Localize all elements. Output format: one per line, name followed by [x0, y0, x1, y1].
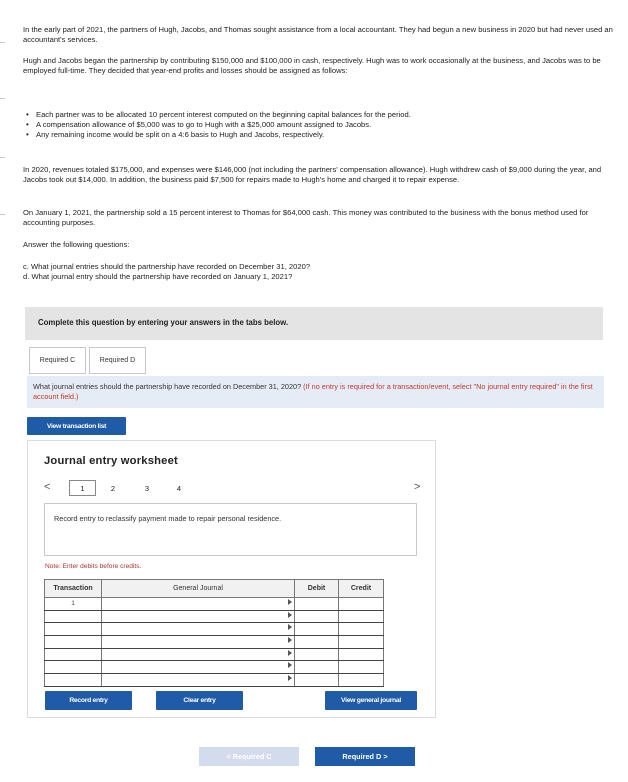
edge-divider — [0, 98, 5, 99]
tab-required-c[interactable]: Required C — [29, 347, 86, 374]
edge-divider — [0, 42, 5, 43]
credit-input[interactable] — [339, 610, 384, 623]
column-header-general-journal: General Journal — [102, 580, 295, 598]
dropdown-caret-icon — [288, 675, 292, 681]
table-row — [45, 598, 384, 611]
journal-entry-table — [44, 579, 384, 687]
debit-input[interactable] — [295, 598, 339, 611]
table-row — [45, 623, 384, 636]
next-page-icon[interactable]: > — [414, 481, 421, 493]
edge-divider — [0, 157, 5, 158]
question-c: c. What journal entries should the partnership have recorded on December 31, 2020? — [23, 262, 311, 271]
account-select[interactable] — [102, 648, 295, 661]
view-transaction-list-button[interactable]: View transaction list — [27, 417, 126, 435]
clear-entry-button[interactable]: Clear entry — [156, 691, 243, 710]
view-general-journal-button[interactable]: View general journal — [325, 691, 417, 710]
account-select[interactable] — [102, 636, 295, 649]
record-instruction-box — [44, 503, 417, 556]
allocation-rule: • Any remaining income would be split on a 4:6 basis to Hugh and Jacobs, respectively. — [24, 130, 614, 140]
column-header-transaction: Transaction — [45, 580, 102, 598]
debit-input[interactable] — [295, 648, 339, 661]
debit-credit-note: Note: Enter debits before credits. — [45, 563, 142, 570]
account-select[interactable] — [102, 674, 295, 687]
page-1-button[interactable]: 1 — [69, 480, 96, 496]
record-instruction: Record entry to reclassify payment made to repair personal residence. — [54, 514, 282, 523]
instruction-banner: Complete this question by entering your answers in the tabs below. — [25, 307, 603, 340]
question-hint: (If no entry is required for a transaction/event, select "No journal entry required" in the first account field.) — [33, 382, 593, 401]
question-prompt: What journal entries should the partnership have recorded on December 31, 2020? — [33, 382, 302, 391]
transaction-number — [45, 623, 102, 636]
allocation-rule: • A compensation allowance of $5,000 was to go to Hugh with a $25,000 amount assigned to Jacobs. — [24, 120, 614, 130]
transaction-number — [45, 648, 102, 661]
transaction-number — [45, 636, 102, 649]
page-2-button[interactable]: 2 — [110, 483, 116, 493]
debit-input[interactable] — [295, 623, 339, 636]
table-row — [45, 661, 384, 674]
dropdown-caret-icon — [288, 662, 292, 668]
question-prompt-box — [27, 376, 604, 408]
credit-input[interactable] — [339, 598, 384, 611]
dropdown-caret-icon — [288, 612, 292, 618]
page-4-button[interactable]: 4 — [176, 483, 182, 493]
question-d: d. What journal entry should the partnership have recorded on January 1, 2021? — [23, 272, 293, 281]
edge-divider — [0, 214, 5, 215]
dropdown-caret-icon — [288, 599, 292, 605]
page-3-button[interactable]: 3 — [144, 483, 150, 493]
dropdown-caret-icon — [288, 624, 292, 630]
account-select[interactable] — [102, 623, 295, 636]
account-select[interactable] — [102, 598, 295, 611]
debit-input[interactable] — [295, 661, 339, 674]
problem-paragraph-2: Hugh and Jacobs began the partnership by contributing $150,000 and $100,000 in cash, respectively. Hugh was to work occasionally at the business, and Jacobs was to be employed full-time. They decided that year-end profits and losses should be assigned as follows: — [23, 56, 601, 75]
problem-paragraph-4: On January 1, 2021, the partnership sold a 15 percent interest to Thomas for $64,000 cash. This money was contributed to the business with the bonus method used for accounting purposes. — [23, 208, 589, 227]
table-row — [45, 674, 384, 687]
worksheet-title: Journal entry worksheet — [44, 455, 178, 467]
column-header-credit: Credit — [339, 580, 384, 598]
debit-input[interactable] — [295, 674, 339, 687]
credit-input[interactable] — [339, 661, 384, 674]
problem-paragraph-1: In the early part of 2021, the partners of Hugh, Jacobs, and Thomas sought assistance from a local accountant. They had begun a new business in 2020 but had never used an accountant's services. — [23, 25, 613, 44]
column-header-debit: Debit — [295, 580, 339, 598]
table-row — [45, 648, 384, 661]
transaction-number — [45, 674, 102, 687]
allocation-rule: • Each partner was to be allocated 10 percent interest computed on the beginning capital balances for the period. — [24, 110, 614, 120]
credit-input[interactable] — [339, 636, 384, 649]
credit-input[interactable] — [339, 623, 384, 636]
record-entry-button[interactable]: Record entry — [45, 691, 132, 710]
allocation-rules-list — [24, 110, 614, 140]
table-row — [45, 636, 384, 649]
credit-input[interactable] — [339, 648, 384, 661]
transaction-number: 1 — [45, 598, 102, 611]
credit-input[interactable] — [339, 674, 384, 687]
transaction-number — [45, 661, 102, 674]
account-select[interactable] — [102, 610, 295, 623]
next-required-d-button[interactable]: Required D > — [315, 747, 415, 766]
dropdown-caret-icon — [288, 637, 292, 643]
answer-instructions: Answer the following questions: — [23, 240, 130, 249]
dropdown-caret-icon — [288, 650, 292, 656]
transaction-number — [45, 610, 102, 623]
tab-required-d[interactable]: Required D — [89, 347, 146, 374]
prev-page-icon[interactable]: < — [44, 481, 51, 493]
prev-required-c-button[interactable]: < Required C — [199, 747, 299, 766]
debit-input[interactable] — [295, 610, 339, 623]
problem-paragraph-3: In 2020, revenues totaled $175,000, and expenses were $146,000 (not including the partners' compensation allowance). Hugh withdrew cash of $9,000 during the year, and Jacobs took out $14,000. In addition, the business paid $7,500 for repairs made to Hugh's home and charged it to repair expense. — [23, 165, 602, 184]
table-row — [45, 610, 384, 623]
debit-input[interactable] — [295, 636, 339, 649]
account-select[interactable] — [102, 661, 295, 674]
